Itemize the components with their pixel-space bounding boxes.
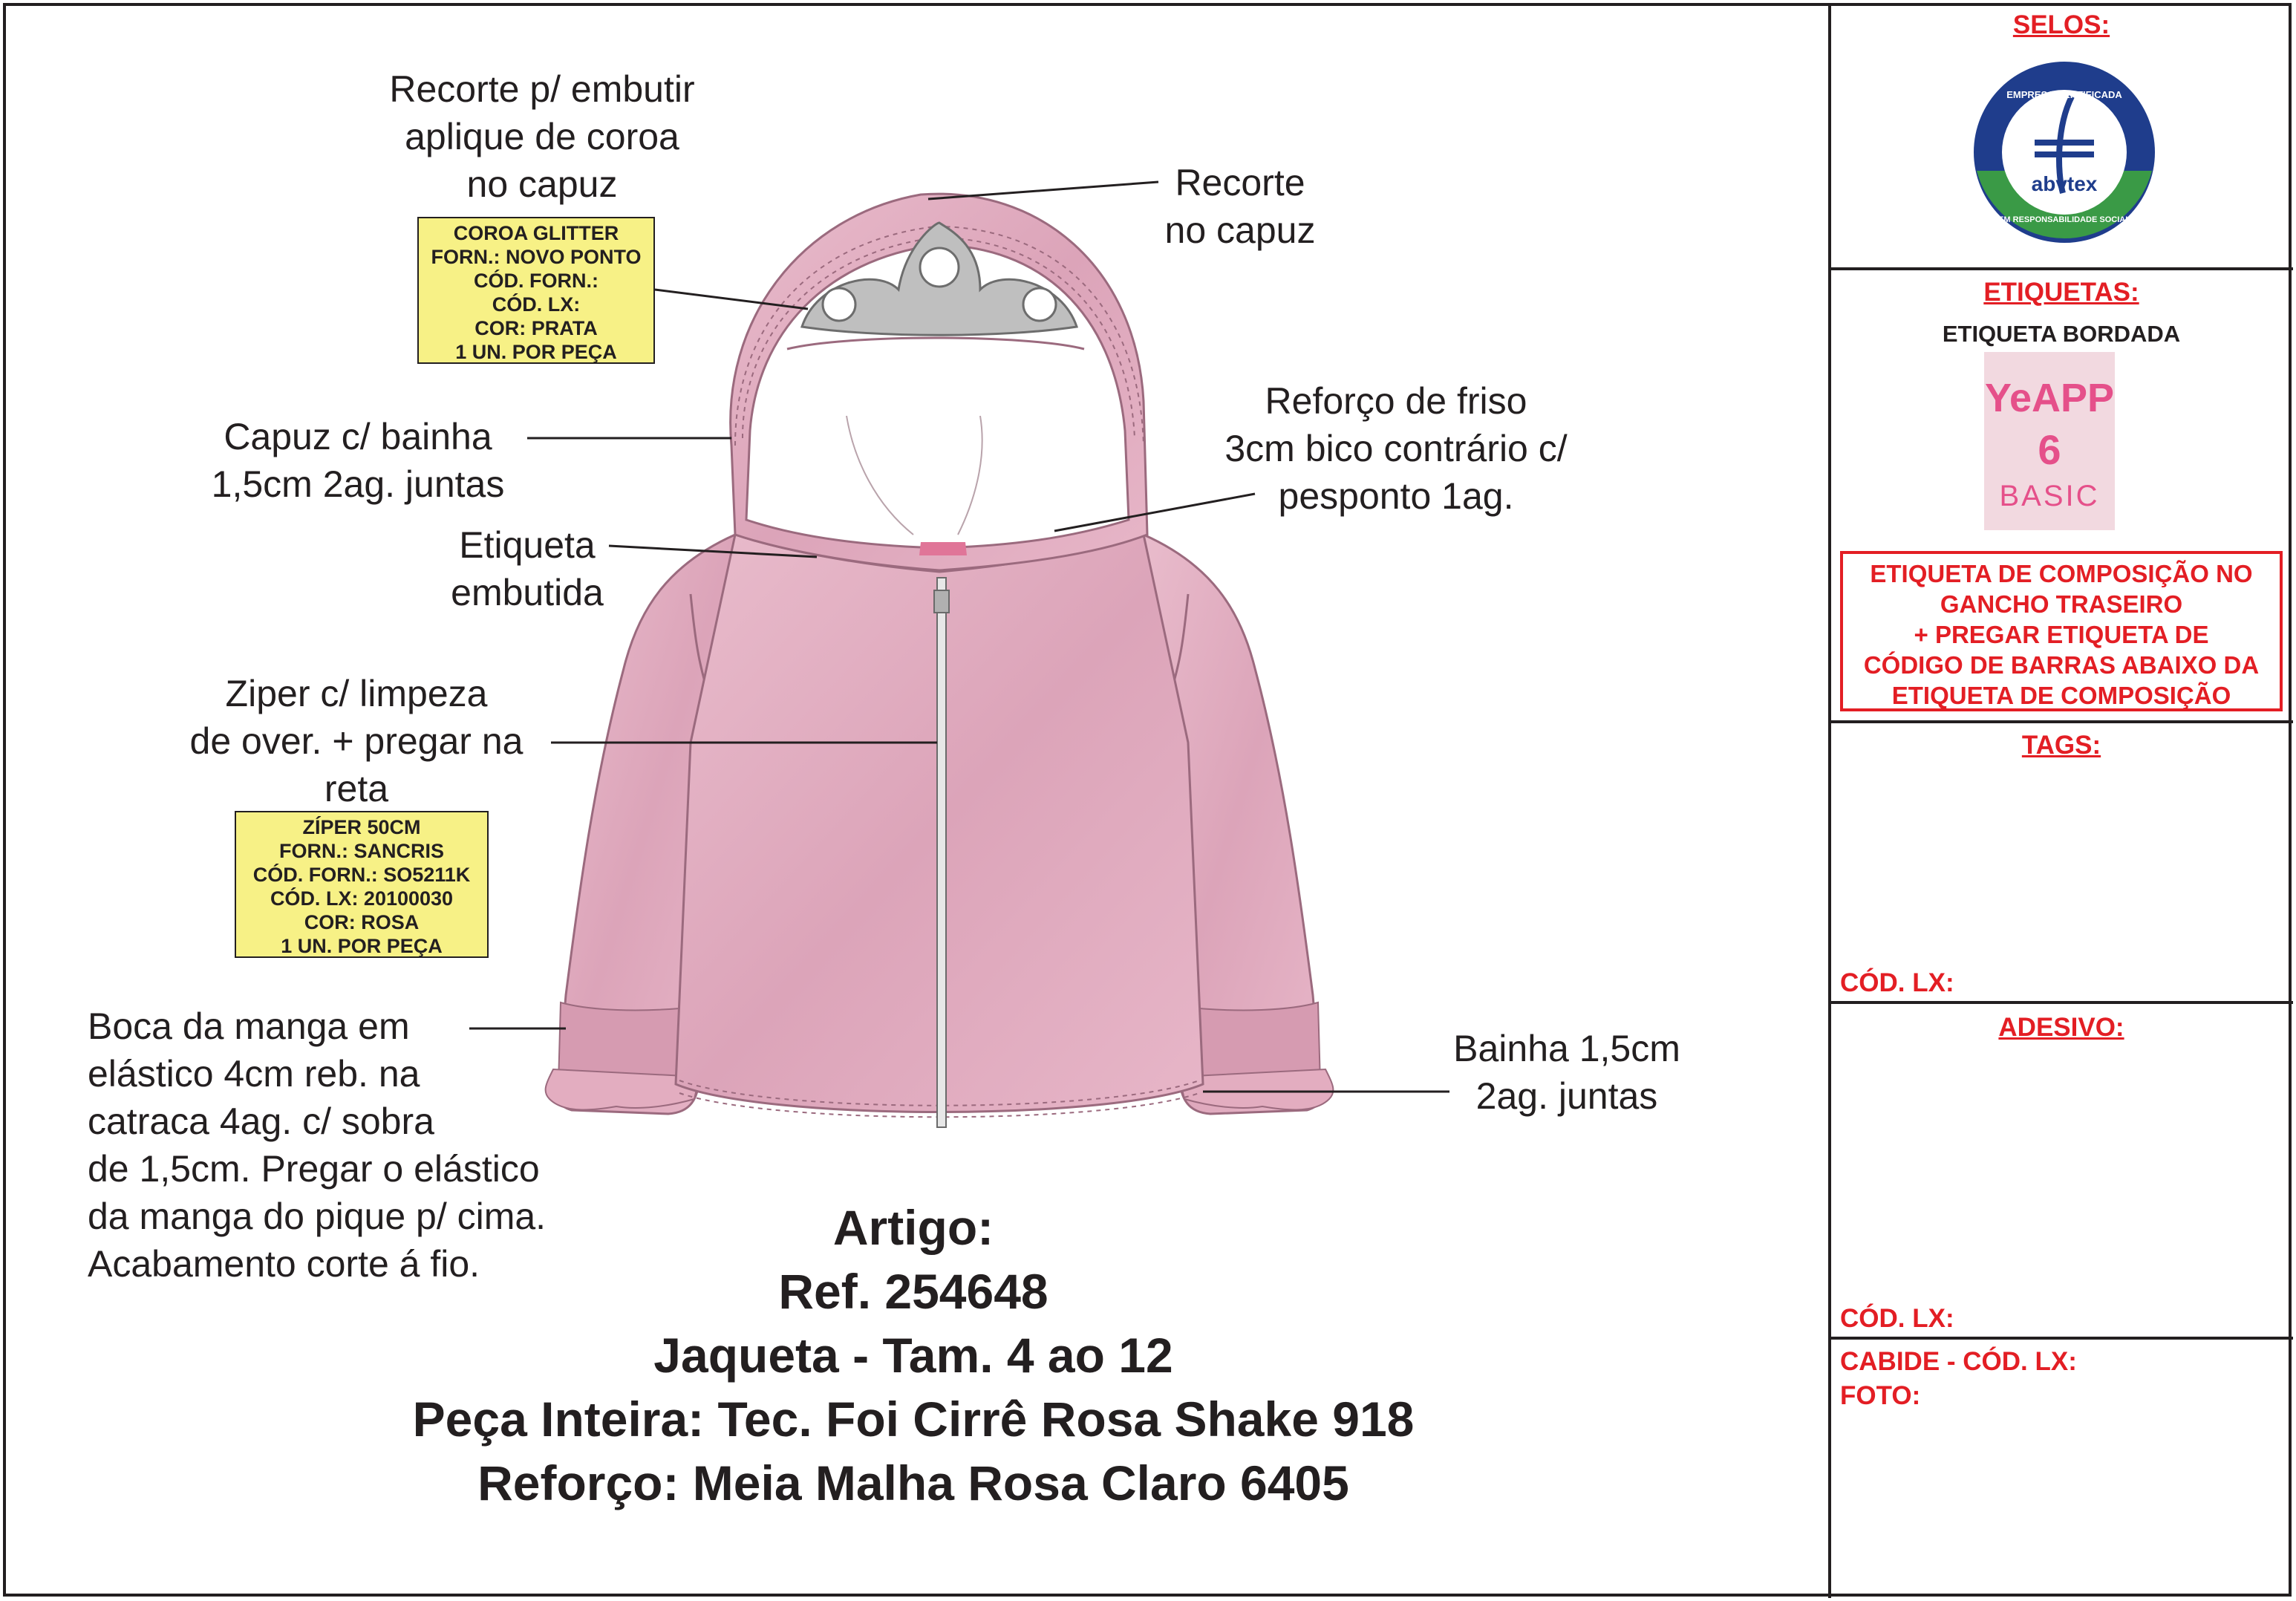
adesivo-code: CÓD. LX: [1840, 1304, 1954, 1333]
spec-crown-line: FORN.: NOVO PONTO [431, 246, 642, 268]
composition-note-line: GANCHO TRASEIRO [1940, 590, 2183, 618]
article-fabric: Peça Inteira: Tec. Foi Cirrê Rosa Shake 918 [412, 1392, 1415, 1447]
spec-zipper-line: 1 UN. POR PEÇA [281, 935, 443, 957]
spec-crown-line: 1 UN. POR PEÇA [455, 341, 617, 363]
article-title-block [297, 1196, 1530, 1515]
callout-hood-hem: Capuz c/ bainha 1,5cm 2ag. juntas [211, 416, 505, 505]
composition-note-line: ETIQUETA DE COMPOSIÇÃO NO [1870, 560, 2253, 587]
tags-heading: TAGS: [2021, 731, 2101, 760]
spec-zipper-line: CÓD. FORN.: SO5211K [252, 864, 471, 886]
seal-bottom-text: EM RESPONSABILIDADE SOCIAL [1998, 215, 2130, 224]
spec-zipper-line: FORN.: SANCRIS [279, 840, 444, 862]
spec-box-crown [417, 217, 655, 364]
article-label: Artigo: [832, 1200, 994, 1255]
embedded-label [919, 542, 967, 555]
article-ref: Ref. 254648 [778, 1264, 1048, 1319]
callout-hood-cut: Recorte no capuz [1164, 162, 1316, 251]
callout-embedded-label: Etiqueta embutida [451, 524, 604, 613]
spec-crown-line: COROA GLITTER [453, 222, 619, 244]
article-reinforcement: Reforço: Meia Malha Rosa Claro 6405 [477, 1455, 1349, 1510]
callout-sleeve-cuff: Boca da manga em elástico 4cm reb. na catraca 4ag. c/ sobra de 1,5cm. Pregar o elástico da manga do pique p/ cima. Acabamento corte á fio. [88, 1005, 547, 1285]
spec-crown-line: CÓD. FORN.: [474, 270, 599, 292]
label-brand: YeAPP [1984, 376, 2115, 420]
spec-zipper-line: CÓD. LX: 20100030 [270, 887, 454, 910]
composition-note-line: CÓDIGO DE BARRAS ABAIXO DA [1863, 651, 2260, 679]
composition-note-line: + PREGAR ETIQUETA DE [1914, 621, 2209, 648]
seal-brand: abvtex [2031, 172, 2098, 195]
label-size: 6 [2038, 426, 2061, 473]
foto-label: FOTO: [1840, 1381, 1921, 1410]
tags-code: CÓD. LX: [1840, 968, 1954, 997]
adesivo-heading: ADESIVO: [1998, 1013, 2124, 1042]
composition-label-note [1840, 551, 2283, 711]
spec-zipper-line: COR: ROSA [304, 911, 420, 933]
spec-zipper-line: ZÍPER 50CM [302, 816, 421, 838]
cabide-code: CABIDE - CÓD. LX: [1840, 1347, 2077, 1376]
label-line: BASIC [1999, 480, 2100, 512]
etiqueta-bordada-label: ETIQUETA BORDADA [1942, 321, 2181, 347]
article-product: Jaqueta - Tam. 4 ao 12 [653, 1328, 1173, 1383]
selos-heading: SELOS: [2012, 10, 2110, 39]
seal-top-text: EMPRESA CERTIFICADA [2006, 89, 2122, 100]
callout-crown-cut: Recorte p/ embutir aplique de coroa no capuz [389, 68, 695, 205]
etiquetas-heading: ETIQUETAS: [1983, 278, 2139, 307]
callout-hem: Bainha 1,5cm 2ag. juntas [1453, 1028, 1680, 1117]
spec-crown-line: CÓD. LX: [492, 293, 581, 316]
callout-binding-reinforcement: Reforço de friso 3cm bico contrário c/ pesponto 1ag. [1224, 380, 1568, 517]
spec-crown-line: COR: PRATA [474, 317, 598, 339]
zipper [934, 578, 949, 1127]
callout-zipper: Ziper c/ limpeza de over. + pregar na reta [189, 673, 524, 809]
composition-note-line: ETIQUETA DE COMPOSIÇÃO [1891, 682, 2231, 709]
spec-box-zipper [235, 811, 489, 958]
